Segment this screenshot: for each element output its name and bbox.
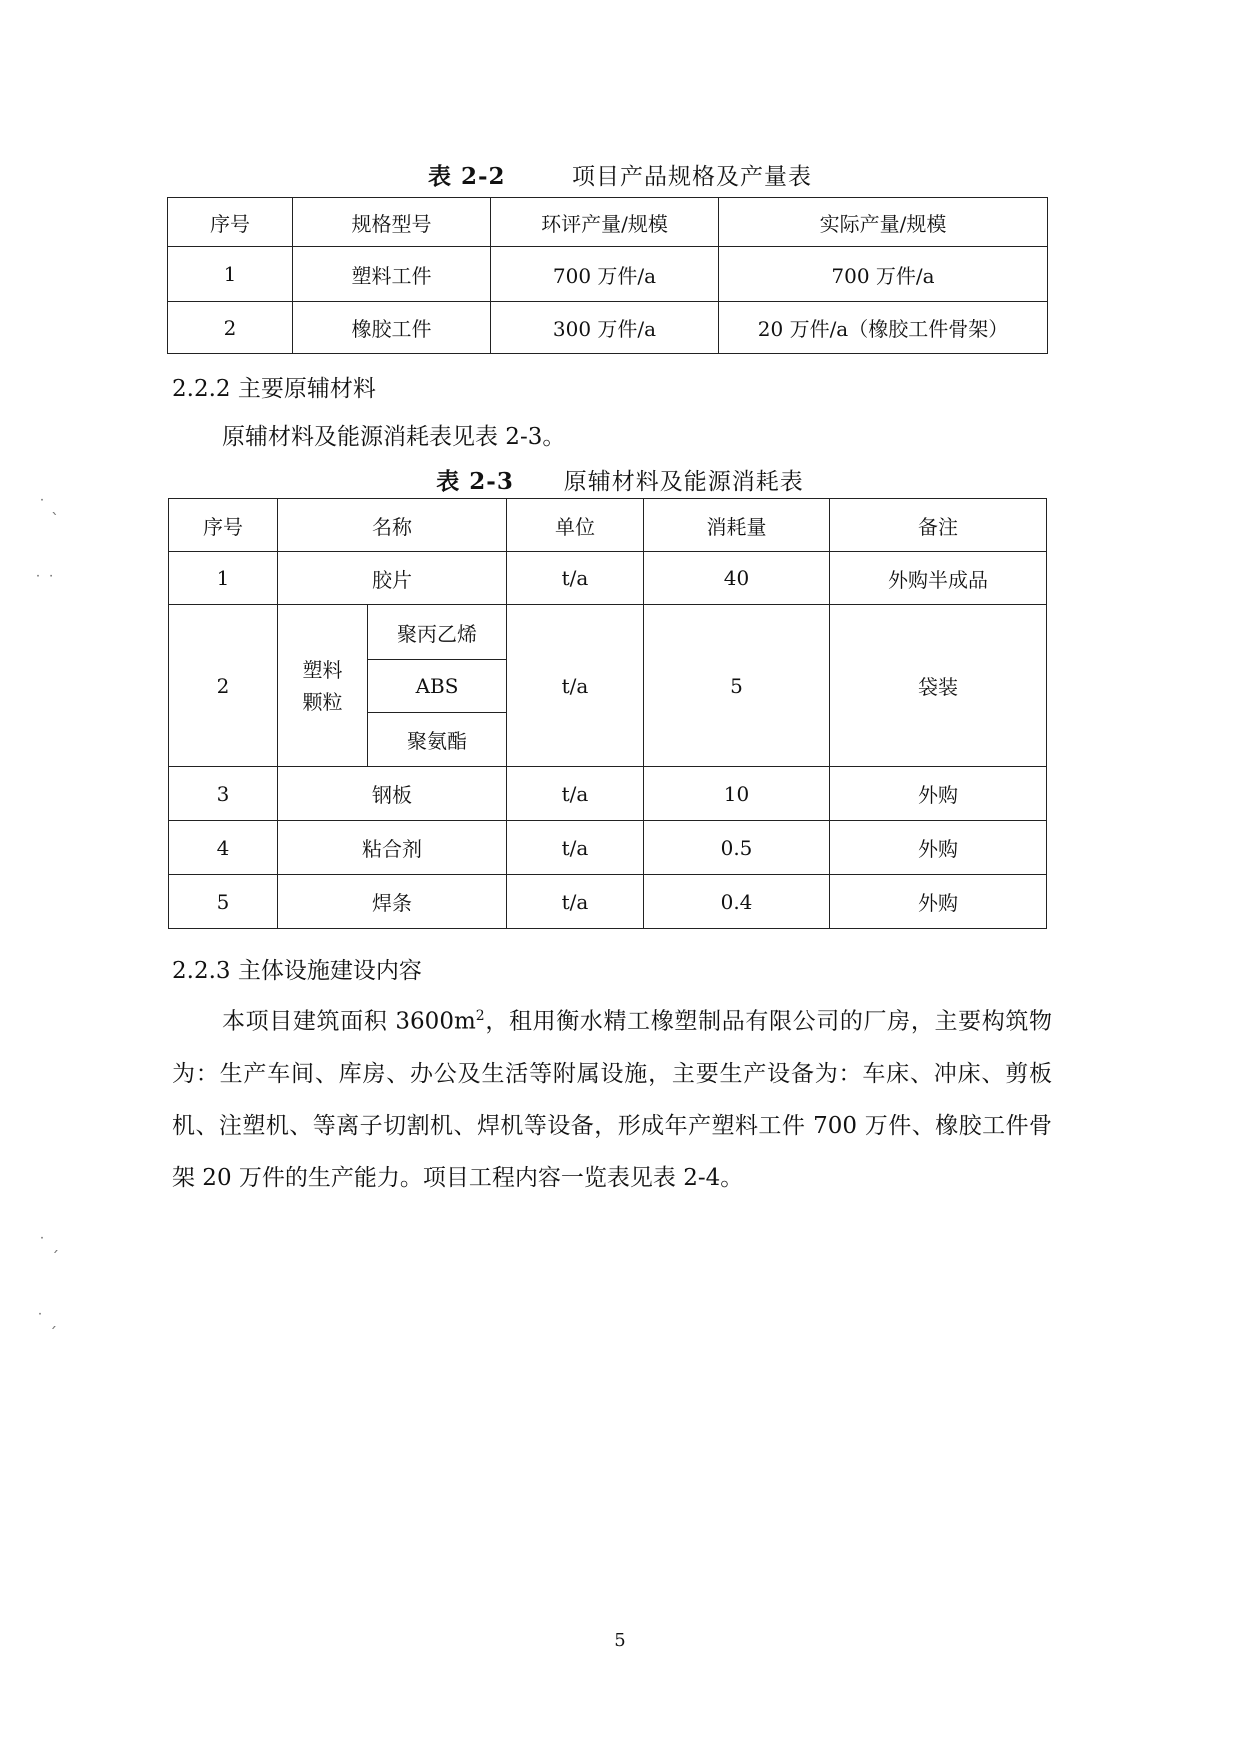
group-label-line: 颗粒	[302, 689, 343, 714]
table-row	[169, 875, 1047, 929]
group-label-line: 塑料	[302, 657, 343, 682]
table-cell: 粘合剂	[278, 821, 507, 875]
paragraph-text: ，租用衡水精工橡塑制品有限公司的厂房，主要构筑物为：生产车间、库房、办公及生活等附属设施，主要生产设备为：车床、冲床、剪板机、注塑机、等离子切割机、焊机等设备，形成年产塑料工件 700 万件、橡胶工件骨架 20 万件的生产能力。项目工程内容一览表见表 2-4。	[172, 1008, 1053, 1191]
table-2-2-caption	[0, 158, 1240, 191]
table-row	[169, 605, 1047, 660]
table-2-2	[167, 197, 1048, 354]
scan-speck: ˙ ˎ	[38, 496, 60, 515]
section-2-2-2-heading: 2.2.2 主要原辅材料	[172, 376, 376, 402]
table-2-2-caption-title: 项目产品规格及产量表	[572, 164, 813, 190]
table-2-3-caption-number: 表 2-3	[436, 468, 514, 495]
page-number: 5	[614, 1630, 626, 1651]
table-2-2-header-cell: 序号	[168, 198, 293, 247]
table-cell: 3	[169, 767, 278, 821]
table-row	[169, 552, 1047, 605]
table-cell: 700 万件/a	[491, 247, 719, 302]
table-2-3-caption-title: 原辅材料及能源消耗表	[563, 469, 804, 495]
table-cell: 聚氨酯	[368, 713, 507, 767]
table-cell: 外购	[830, 875, 1047, 929]
table-cell: ABS	[368, 660, 507, 713]
table-2-2-header-cell: 规格型号	[293, 198, 491, 247]
area-superscript: 2	[475, 1008, 485, 1024]
table-2-3	[168, 498, 1047, 929]
table-cell: 1	[168, 247, 293, 302]
table-cell: 胶片	[278, 552, 507, 605]
table-cell: 袋装	[830, 605, 1047, 767]
scan-speck: ˙ ˙	[34, 572, 56, 591]
scan-speck: ˙ ˏ	[38, 1234, 60, 1253]
table-cell: 4	[169, 821, 278, 875]
table-cell: t/a	[507, 605, 644, 767]
table-cell: t/a	[507, 875, 644, 929]
table-cell: 700 万件/a	[719, 247, 1048, 302]
table-cell: t/a	[507, 821, 644, 875]
table-2-3-header-row	[169, 499, 1047, 552]
table-2-3-header-cell: 序号	[169, 499, 278, 552]
table-2-3-caption	[0, 463, 1240, 496]
table-group-cell	[278, 605, 368, 767]
table-2-2-header-cell: 环评产量/规模	[491, 198, 719, 247]
section-2-2-3-heading: 2.2.3 主体设施建设内容	[172, 958, 422, 984]
table-cell: 钢板	[278, 767, 507, 821]
table-cell: 300 万件/a	[491, 302, 719, 354]
table-cell: 5	[169, 875, 278, 929]
section-2-2-2-text: 原辅材料及能源消耗表见表 2-3。	[222, 424, 566, 450]
table-cell: 10	[644, 767, 830, 821]
table-cell: 0.5	[644, 821, 830, 875]
section-2-2-3-paragraph	[172, 990, 1052, 1204]
table-cell: 40	[644, 552, 830, 605]
table-2-2-header-cell: 实际产量/规模	[719, 198, 1048, 247]
table-cell: 外购半成品	[830, 552, 1047, 605]
table-cell: 塑料工件	[293, 247, 491, 302]
table-2-3-header-cell: 名称	[278, 499, 507, 552]
table-cell: 聚丙乙烯	[368, 605, 507, 660]
table-cell: 5	[644, 605, 830, 767]
table-cell: 0.4	[644, 875, 830, 929]
table-cell: 外购	[830, 767, 1047, 821]
paragraph-text: 本项目建筑面积 3600m	[222, 1008, 476, 1035]
table-row	[169, 767, 1047, 821]
table-row	[168, 247, 1048, 302]
table-cell: 橡胶工件	[293, 302, 491, 354]
table-2-2-caption-number: 表 2-2	[427, 163, 506, 190]
table-row	[168, 302, 1048, 354]
table-cell: 焊条	[278, 875, 507, 929]
table-2-3-header-cell: 消耗量	[644, 499, 830, 552]
table-cell: 外购	[830, 821, 1047, 875]
table-cell: t/a	[507, 767, 644, 821]
table-cell: 2	[169, 605, 278, 767]
table-cell: 2	[168, 302, 293, 354]
table-cell: t/a	[507, 552, 644, 605]
table-cell: 20 万件/a（橡胶工件骨架）	[719, 302, 1048, 354]
table-cell: 1	[169, 552, 278, 605]
scan-speck: ˙ ˏ	[36, 1310, 58, 1329]
table-row	[169, 821, 1047, 875]
table-2-3-header-cell: 备注	[830, 499, 1047, 552]
table-2-3-header-cell: 单位	[507, 499, 644, 552]
table-2-2-header-row	[168, 198, 1048, 247]
